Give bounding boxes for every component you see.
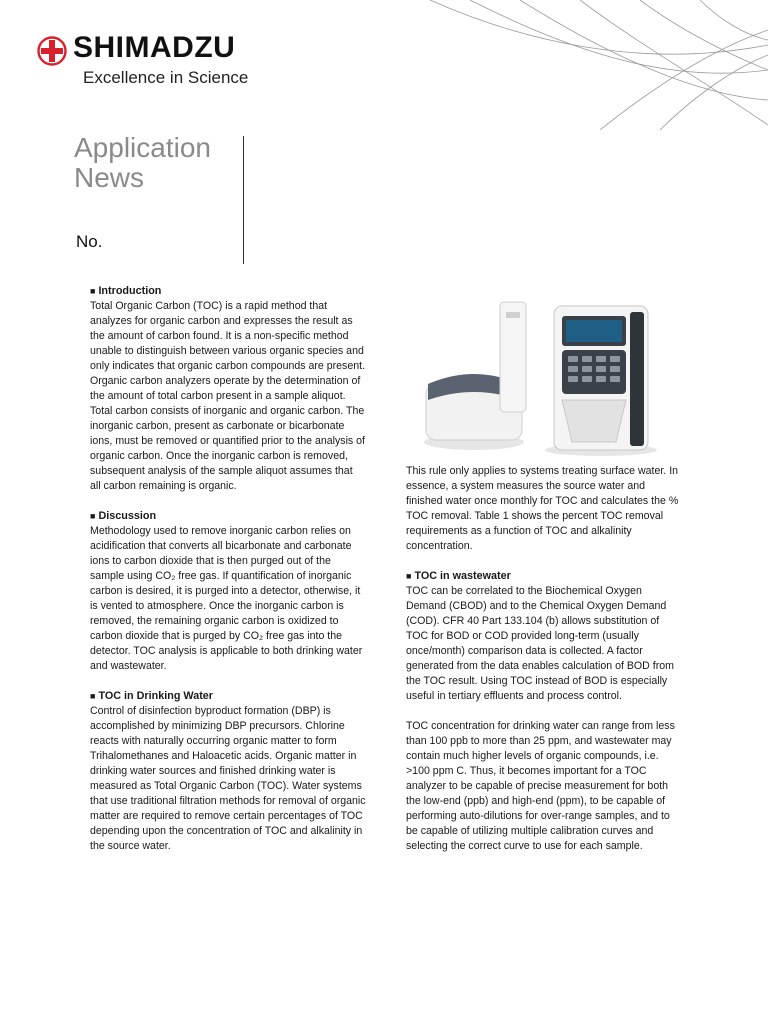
section-heading: ■ TOC in Drinking Water [90,690,214,702]
section-body: TOC concentration for drinking water can range from less than 100 ppb to more than 25 ppm, and wastewater may contain much higher levels of organic compounds, i.e. >100 ppm C. Thus, it becomes important for a TOC analyzer to be capable of precise measurement for both the low-end (ppb) and high-end (ppm), to be capable of performing auto-dilutions for over-range samples, and to be capable of utilizing multiple calibration curves and selecting the correct curve to use for each sample. [406,720,675,852]
publication-title [74,133,254,193]
shimadzu-mark-icon [37,36,67,66]
section-body: Control of disinfection byproduct formation (DBP) is accomplished by minimizing DBP precursors. Chlorine reacts with naturally occurring organic matter to form Trihalomethanes and Haloacetic acids. Organic matter in drinking water sources and finished drinking water is measured as Total Organic Carbon (TOC). Water systems that use traditional filtration methods for removal of organic matter are required to remove certain percentages of TOC depending upon the concentration of TOC and alkalinity in the source water. [90,705,366,852]
brand-tagline: Excellence in Science [83,68,249,87]
section-heading: ■ Introduction [90,285,162,297]
section-body: TOC can be correlated to the Biochemical Oxygen Demand (CBOD) and to the Chemical Oxygen Demand (COD). CFR 40 Part 133.104 (b) allows substitution of TOC for BOD or COD provided long-term (usually once/month) comparison data is collected. A factor generated from the data enables calculation of BOD from the TOC result. Using TOC instead of BOD is especially useful in tertiary effluents and process control. [406,585,674,702]
section-heading: ■ TOC in wastewater [406,570,511,582]
section-drinking-water [90,689,366,854]
section-heading: ■ Discussion [90,510,157,522]
bullet-square-icon: ■ [90,286,96,296]
section-wastewater [406,569,682,704]
section-body: Total Organic Carbon (TOC) is a rapid method that analyzes for organic carbon and expresses the result as the amount of carbon found. It is a non-specific method unable to distinguish between various organic species and only indicates that organic carbon compounds are present. Organic carbon analyzers operate by the determination of the amount of total carbon present in a sample aliquot. Total carbon consists of inorganic and organic carbon. The inorganic carbon, present as carbonate or bicarbonate ions, must be removed or quantified prior to the analysis of organic carbon. Once the inorganic carbon is removed, subsequent analysis of the sample aliquot assumes that all carbon remaining is organic. [90,300,366,492]
title-line-1: Application [74,132,211,163]
right-column [406,464,682,869]
left-column [90,284,366,869]
header-arc-lines [0,0,768,130]
title-line-2: News [74,162,145,193]
section-body: This rule only applies to systems treating surface water. In essence, a system measures the source water and finished water once monthly for TOC and calculates the % TOC removal. Table 1 shows the percent TOC removal requirements as a function of TOC and alkalinity concentration. [406,465,679,552]
section-discussion [90,509,366,674]
section-rule-continuation [406,464,682,554]
bullet-square-icon: ■ [90,691,96,701]
bullet-square-icon: ■ [406,571,412,581]
title-divider [243,136,244,264]
toc-analyzer-photo [416,292,666,458]
section-body: Methodology used to remove inorganic carbon relies on acidification that converts all bicarbonate and carbonate ions to carbon dioxide that is then purged out of the sample using CO₂ free gas. If quantification of inorganic carbon is desired, it is purged into a detector, otherwise, it is vented to atmosphere. Once the inorganic carbon is removed, the remaining organic carbon is oxidized to carbon dioxide that is purged by CO₂ free gas into the detector. TOC analysis is applicable to both drinking water and wastewater. [90,525,363,672]
bullet-square-icon: ■ [90,511,96,521]
issue-number-label: No. [76,232,103,251]
section-introduction [90,284,366,494]
brand-name: SHIMADZU [73,31,236,64]
section-concentration [406,719,682,854]
